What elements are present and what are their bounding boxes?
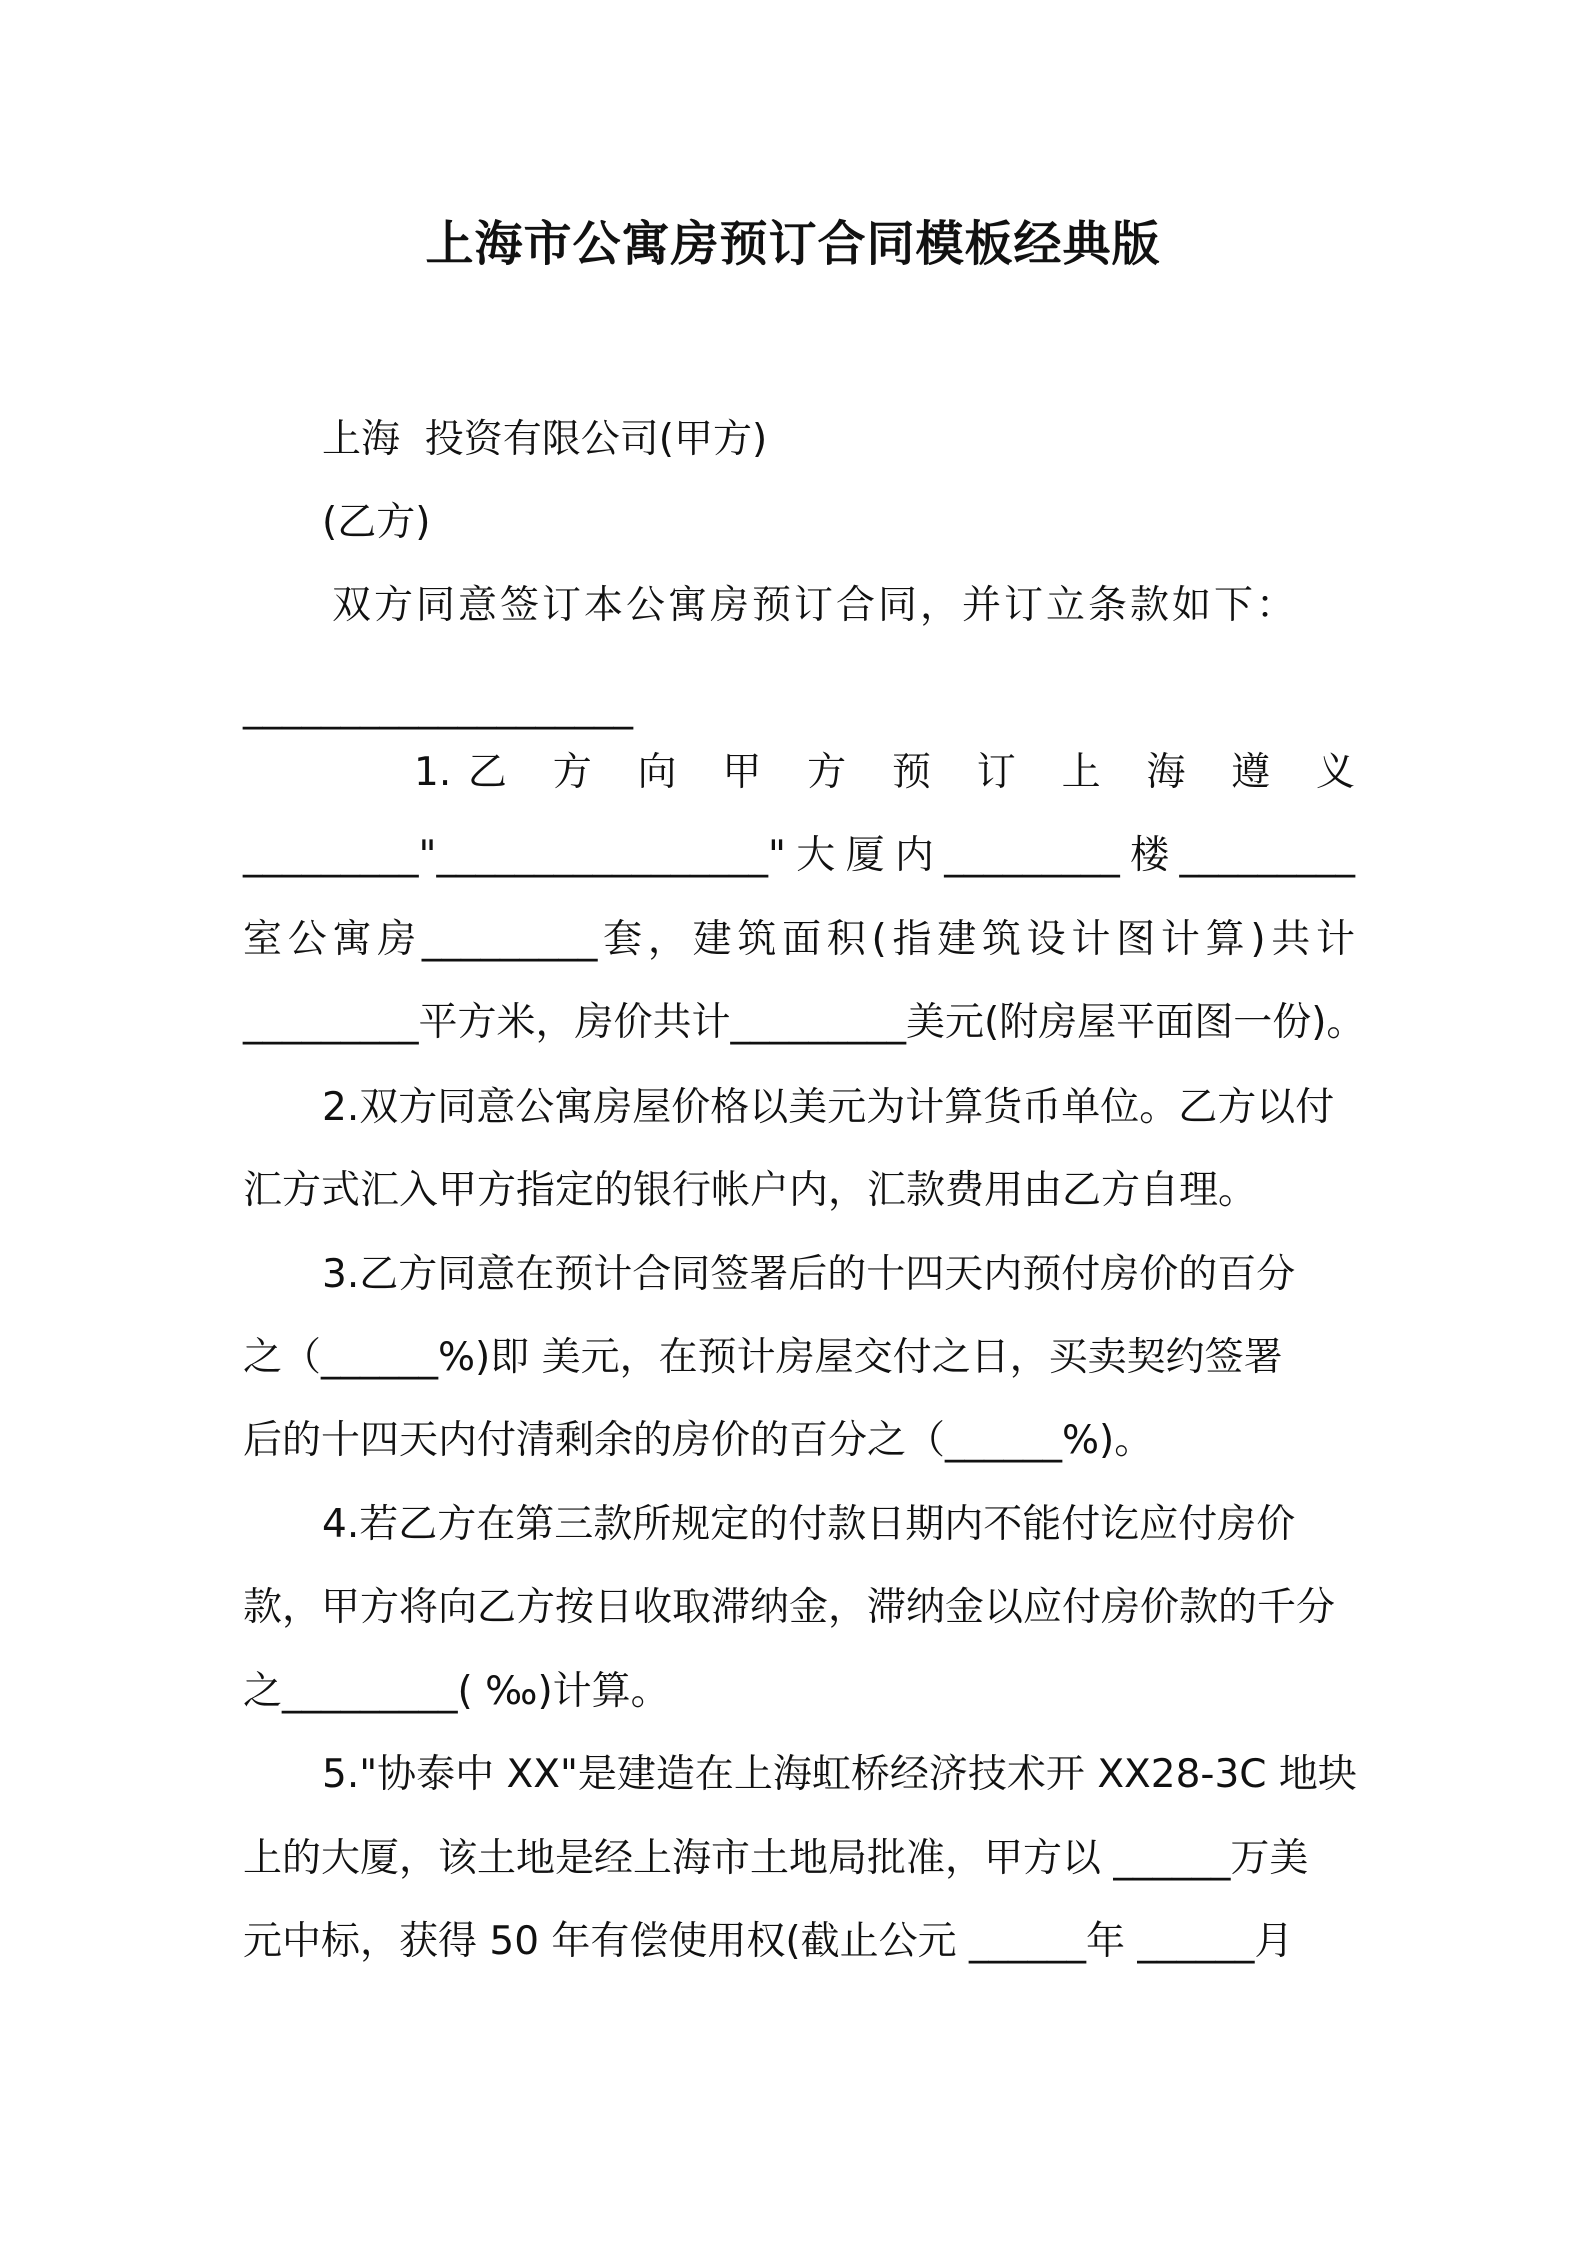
- clause-5-line-3: 元中标，获得 50 年有偿使用权(截止公元 ______年 ______月: [243, 1919, 1294, 1964]
- party-b-line: (乙方): [322, 500, 431, 545]
- clause-2-line-2: 汇方式汇入甲方指定的银行帐户内，汇款费用由乙方自理。: [243, 1168, 1258, 1213]
- clause-1-line-3: 室公寓房_________套，建筑面积(指建筑设计图计算)共计: [243, 917, 1355, 962]
- clause-3-line-2: 之（______%)即 美元，在预计房屋交付之日，买卖契约签署: [243, 1335, 1283, 1380]
- clause-1-line-2: _________"_________________"大厦内_________楼_________: [243, 833, 1355, 878]
- clause-4-line-2: 款，甲方将向乙方按日收取滞纳金，滞纳金以应付房价款的千分: [243, 1585, 1336, 1630]
- clause-4-line-3: 之_________( ‰)计算。: [243, 1669, 670, 1714]
- clause-5-line-2: 上的大厦，该土地是经上海市土地局批准，甲方以 ______万美: [243, 1836, 1309, 1881]
- intro-blank-line: ____________________: [243, 685, 633, 730]
- clause-3-line-3: 后的十四天内付清剩余的房价的百分之（______%)。: [243, 1418, 1154, 1463]
- clause-2-line-1: 2.双方同意公寓房屋价格以美元为计算货币单位。乙方以付: [322, 1085, 1335, 1130]
- intro-line: 双方同意签订本公寓房预订合同，并订立条款如下：: [332, 583, 1299, 628]
- clause-1-line-1: 1.乙 方 向 甲 方 预 订 上 海 遵 义: [414, 750, 1355, 795]
- party-a-line: 上海 投资有限公司(甲方): [322, 417, 768, 462]
- document-title: 上海市公寓房预订合同模板经典版: [425, 216, 1161, 272]
- clause-5-line-1: 5."协泰中 XX"是建造在上海虹桥经济技术开 XX28-3C 地块: [322, 1752, 1357, 1797]
- clause-1-line-4: _________平方米，房价共计_________美元(附房屋平面图一份)。: [243, 1000, 1366, 1045]
- clause-3-line-1: 3.乙方同意在预计合同签署后的十四天内预付房价的百分: [322, 1252, 1296, 1297]
- clause-4-line-1: 4.若乙方在第三款所规定的付款日期内不能付讫应付房价: [322, 1502, 1296, 1547]
